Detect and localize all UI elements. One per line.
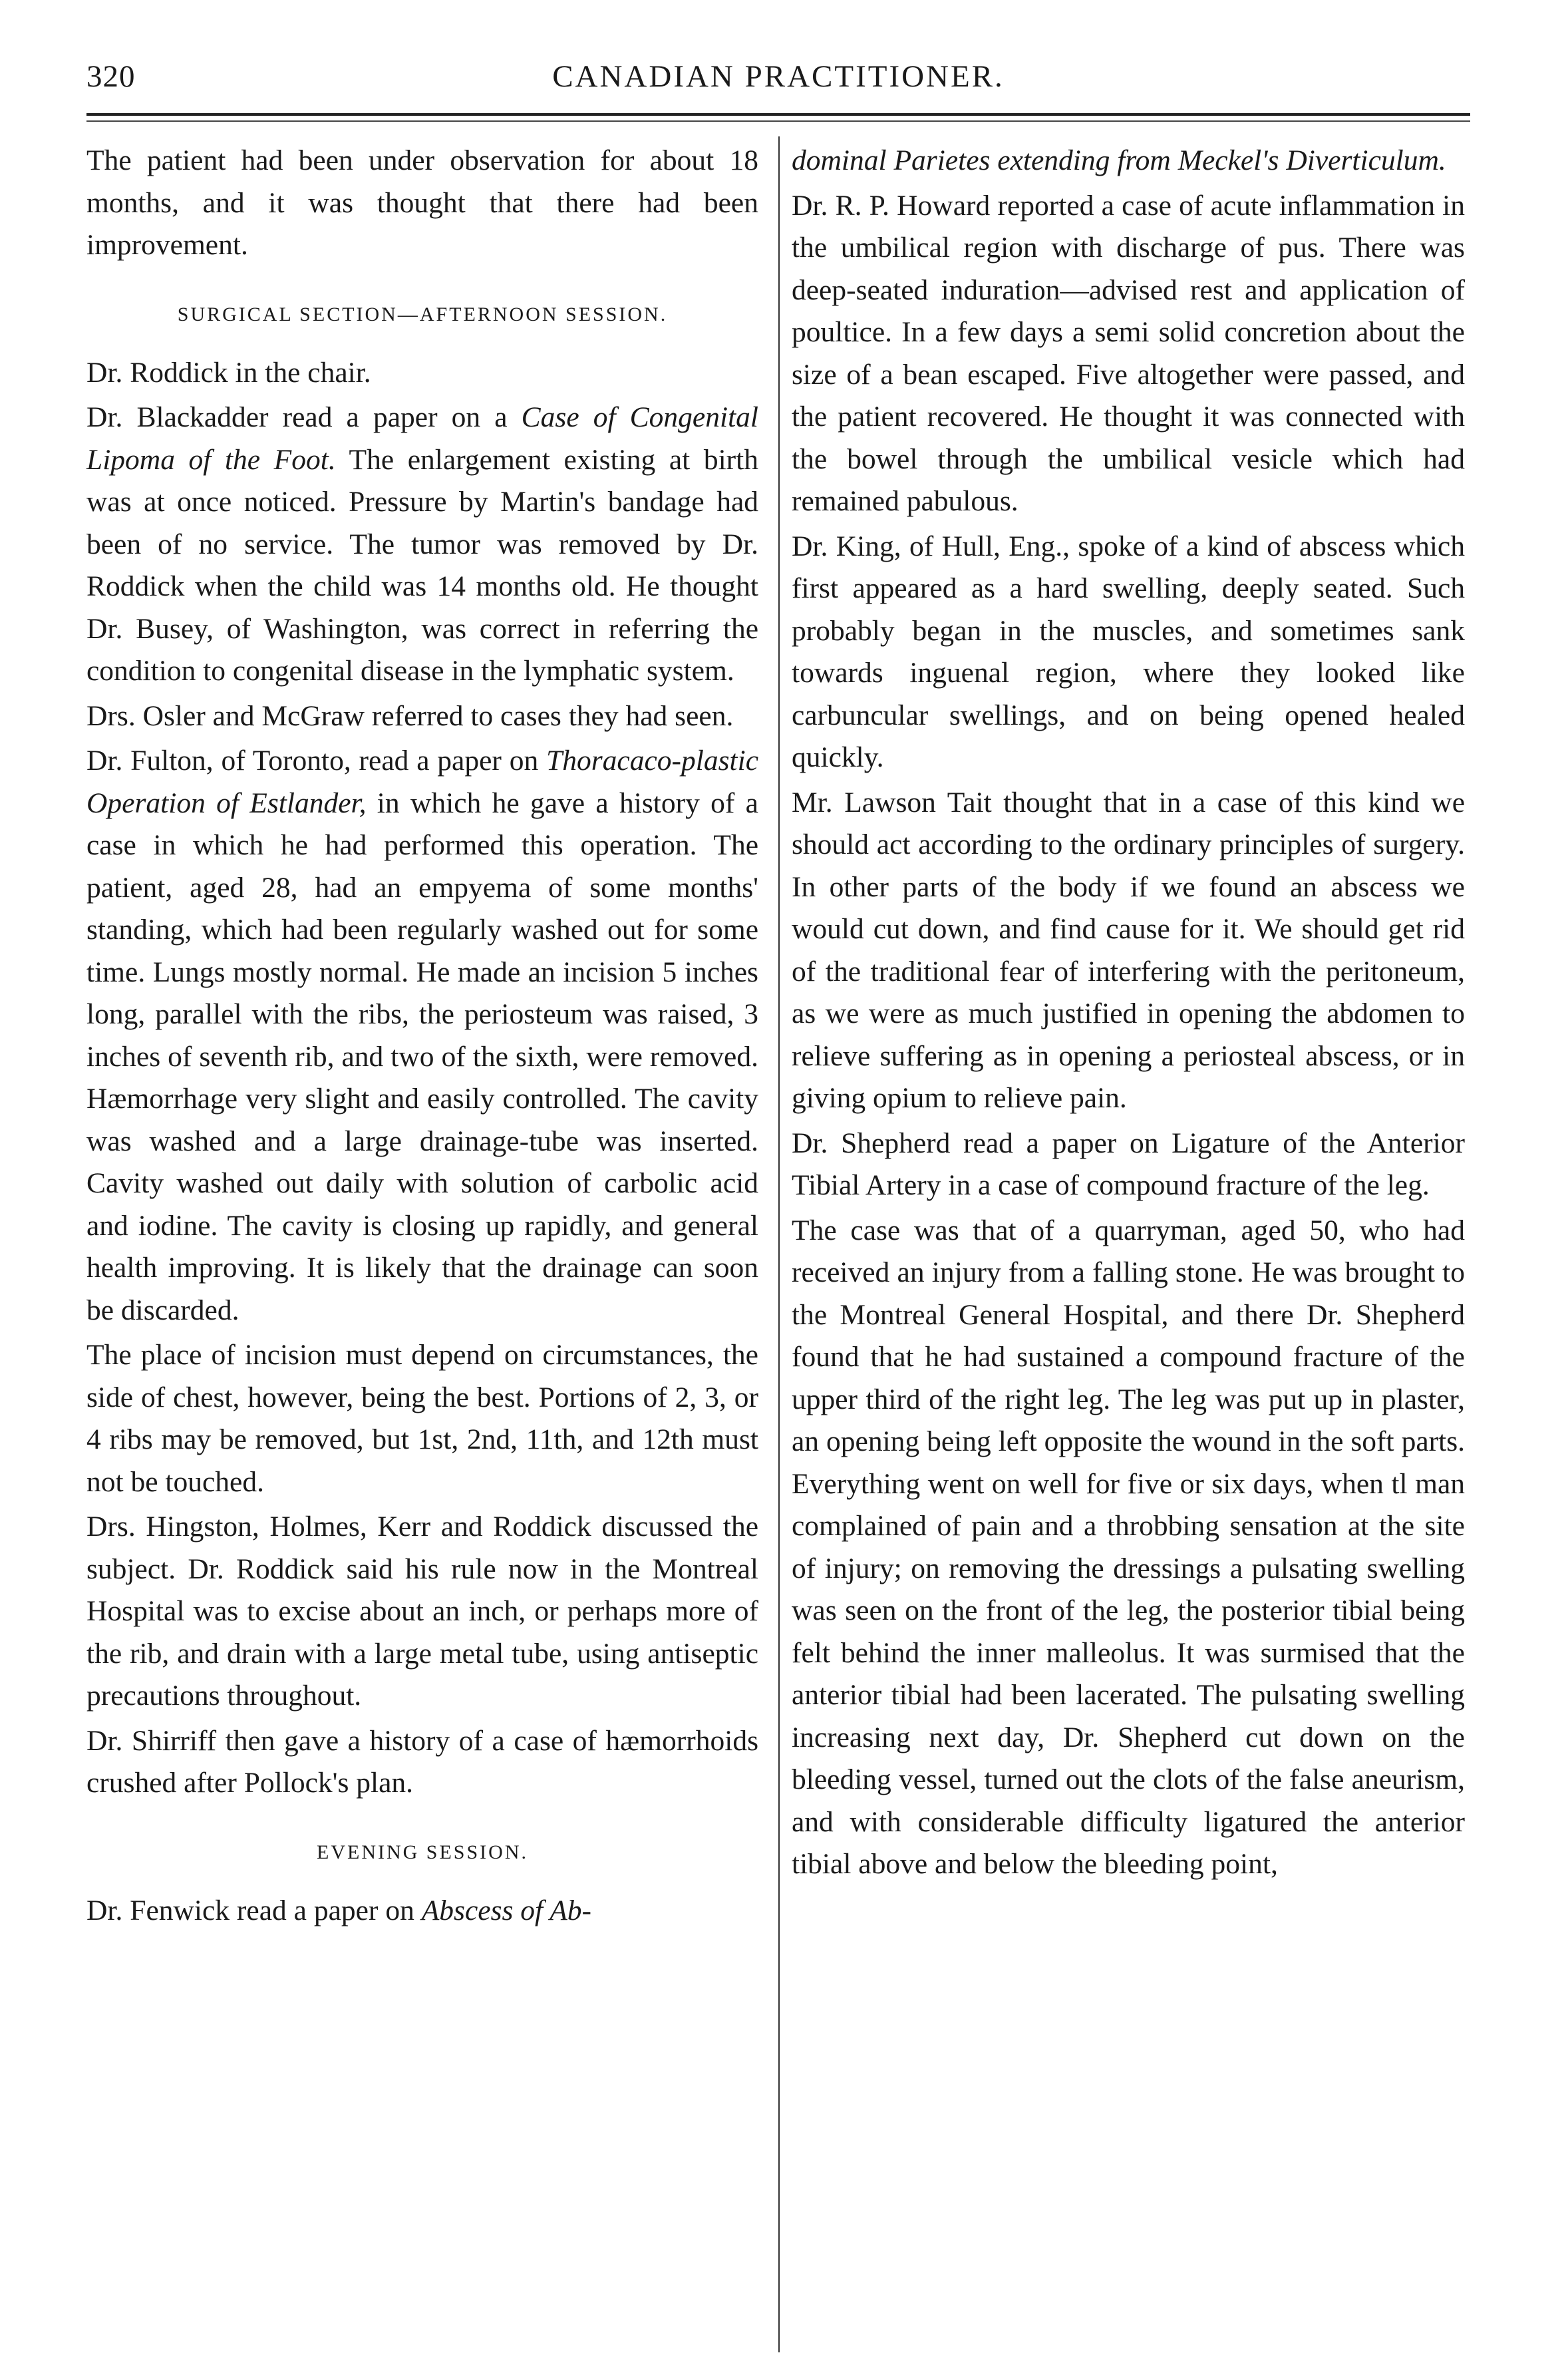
paragraph: [86, 1890, 758, 1932]
paragraph: [86, 397, 758, 693]
paragraph: Dr. Shirriff then gave a history of a case of hæmorrhoids crushed after Pollock's plan.: [86, 1724, 758, 1799]
text: Dr. Fulton, of Toronto, read a paper on: [86, 745, 547, 777]
text: in which he gave a history of a case in which he had performed this operation. The patient, aged 28, had an empyema of some months' standing, which had been regularly washed out for some time. Lungs mostly normal. He made an incision 5 inches long, parallel with the ribs, the periosteum was raised, 3 inches of seventh rib, and two of the sixth, were removed. Hæmorrhage very slight and easily controlled. The cavity was washed and a large drainage-tube was inserted. Cavity washed out daily with solution of carbolic acid and iodine. The cavity is closing up rapidly, and general health improving. It is likely that the drainage can soon be discarded.: [86, 787, 758, 1326]
paper-title: Abscess of Ab-: [421, 1894, 592, 1926]
text: The enlargement existing at birth was at once noticed. Pressure by Martin's bandage had been of no service. The tumor was removed by Dr. Roddick when the child was 14 months old. He thought Dr. Busey, of Washington, was correct in referring the condition to congenital disease in the lymphatic system.: [86, 443, 758, 687]
paper-title: Thoracaco-plastic Operation of Estlander,: [86, 745, 758, 819]
paragraph: The case was that of a quarryman, aged 50, who had received an injury from a falling stone. He was brought to the Montreal General Hospital, and there Dr. Shepherd found that he had sustained a compound fracture of the upper third of the right leg. The leg was put up in plaster, an opening being left opposite the wound in the soft parts. Everything went on well for five or six days, when tl man complained of pain and a throbbing sensation at the site of injury; on removing the dressings a pulsating swelling was seen on the front of the leg, the posterior tibial being felt behind the inner malleolus. It was surmised that the anterior tibial had been lacerated. The pulsating swelling increasing next day, Dr. Shepherd cut down on the bleeding vessel, turned out the clots of the false aneurism, and with considerable difficulty ligatured the anterior tibial above and below the bleeding point,: [792, 1214, 1465, 1880]
paragraph: [792, 140, 1465, 182]
paragraph: Drs. Hingston, Holmes, Kerr and Roddick discussed the subject. Dr. Roddick said his rule now in the Montreal Hospital was to excise about an inch, or perhaps more of the rib, and drain with a large metal tube, using antiseptic precautions throughout.: [86, 1511, 758, 1712]
paragraph: Dr. Roddick in the chair.: [86, 356, 371, 389]
paragraph: Dr. R. P. Howard reported a case of acute inflammation in the umbilical region with discharge of pus. There was deep-seated induration—advised rest and application of poultice. In a few days a semi solid concretion about the size of a bean escaped. Five altogether were passed, and the patient recovered. He thought it was connected with the bowel through the umbilical vesicle which had remained pabulous.: [792, 189, 1465, 517]
column-divider: [778, 136, 780, 2352]
header-rule-thin: [86, 120, 1470, 122]
text: Dr. Fenwick read a paper on: [86, 1894, 422, 1926]
paragraph: Dr. Shepherd read a paper on Ligature of the Anterior Tibial Artery in a case of compound fracture of the leg.: [792, 1127, 1465, 1201]
paper-title: Case of Congenital Lipoma of the Foot.: [86, 401, 758, 476]
section-heading-surgical: SURGICAL SECTION—AFTERNOON SESSION.: [177, 303, 668, 325]
paper-title: dominal Parietes extending from Meckel's Diverticulum.: [792, 144, 1446, 176]
page-number: 320: [86, 59, 136, 94]
running-title: CANADIAN PRACTITIONER.: [552, 59, 1005, 94]
paragraph: Mr. Lawson Tait thought that in a case of this kind we should act according to the ordinary principles of surgery. In other parts of the body if we found an abscess we would cut down, and find cause for it. We should get rid of the traditional fear of interfering with the peritoneum, as we were as much justified in opening the abdomen to relieve suffering as in opening a periosteal abscess, or in giving opium to relieve pain.: [792, 786, 1465, 1114]
header-rule-thick: [86, 113, 1470, 116]
paragraph: Drs. Osler and McGraw referred to cases they had seen.: [86, 699, 734, 732]
text: Dr. Blackadder read a paper on a: [86, 401, 522, 433]
right-column: [792, 140, 1465, 1889]
page-header: [86, 59, 1470, 112]
paragraph: Dr. King, of Hull, Eng., spoke of a kind of abscess which first appeared as a hard swelling, deeply seated. Such probably began in the muscles, and sometimes sank towards inguenal region, where they looked like carbuncular swellings, and on being opened healed quickly.: [792, 530, 1465, 773]
left-column: [86, 140, 758, 1934]
paragraph: The place of incision must depend on circumstances, the side of chest, however, being the best. Portions of 2, 3, or 4 ribs may be removed, but 1st, 2nd, 11th, and 12th must not be touched.: [86, 1339, 758, 1498]
paragraph: The patient had been under observation for about 18 months, and it was thought that there had been improvement.: [86, 144, 758, 261]
section-heading-evening: EVENING SESSION.: [317, 1841, 528, 1863]
paragraph: [86, 740, 758, 1332]
